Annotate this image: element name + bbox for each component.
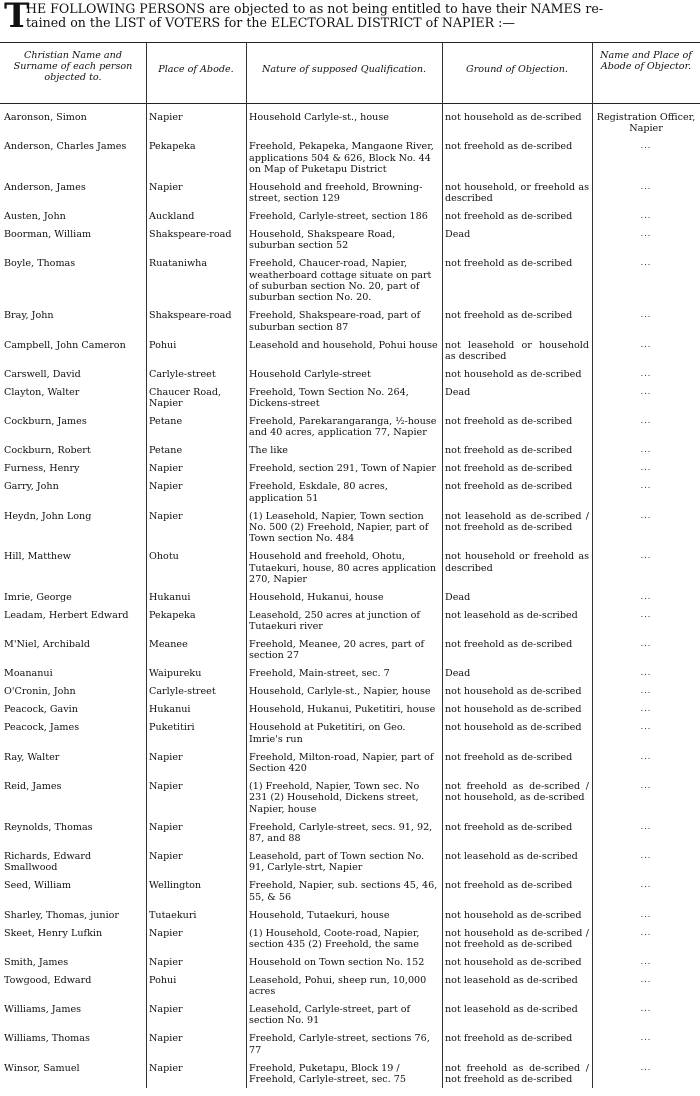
objector-cell: ...	[640, 1033, 652, 1043]
abode-cell: Carlyle-street	[149, 368, 216, 380]
abode-cell: Napier	[149, 1004, 183, 1016]
name-cell: Hill, Matthew	[4, 551, 71, 563]
colhead-objection: Ground of Objection.	[466, 64, 568, 75]
objections-table	[0, 111, 700, 1091]
objector-cell: ...	[640, 339, 652, 349]
abode-cell: Napier	[149, 956, 183, 968]
abode-cell: Chaucer Road, Napier	[149, 386, 222, 410]
qualification-cell: Leasehold and household, Pohui house	[249, 339, 438, 351]
objector-cell: ...	[640, 1062, 652, 1072]
qualification-cell: Household Carlyle-st., house	[249, 112, 389, 123]
objector-cell: ...	[640, 229, 652, 239]
name-cell: Campbell, John Cameron	[4, 339, 126, 351]
abode-cell: Napier	[149, 781, 183, 793]
abode-cell: Napier	[149, 751, 183, 763]
header-rule	[0, 103, 700, 104]
abode-cell: Ohotu	[149, 551, 179, 563]
name-cell: Aaronson, Simon	[4, 112, 87, 123]
name-cell: Peacock, James	[4, 722, 80, 734]
objection-cell: not freehold as de-scribed	[445, 481, 573, 493]
abode-cell: Petane	[149, 445, 183, 457]
name-cell: Seed, William	[4, 880, 71, 892]
objector-cell: ...	[640, 751, 652, 761]
objection-cell: not household as de-scribed	[445, 112, 582, 123]
objection-cell: not freehold as de-scribed	[445, 310, 573, 322]
qualification-cell: Freehold, section 291, Town of Napier	[249, 463, 437, 475]
name-cell: Williams, Thomas	[4, 1033, 90, 1045]
name-cell: Bray, John	[4, 310, 54, 322]
objector-cell: ...	[640, 481, 652, 491]
qualification-cell: Household, Shakspeare Road, suburban section 52	[249, 229, 396, 252]
qualification-cell: Freehold, Puketapu, Block 19 / Freehold, Carlyle-street, sec. 75	[249, 1062, 406, 1085]
objector-cell: ...	[640, 310, 652, 320]
objector-cell: ...	[640, 551, 652, 561]
objection-cell: not leasehold as de-scribed	[445, 1004, 578, 1016]
name-cell: Smith, James	[4, 956, 69, 968]
objection-cell: not household as de-scribed	[445, 368, 582, 380]
abode-cell: Waipureku	[149, 668, 202, 680]
abode-cell: Pekapeka	[149, 141, 196, 153]
objection-cell: not freehold as de-scribed	[445, 141, 573, 153]
abode-cell: Pekapeka	[149, 609, 196, 621]
objector-cell: ...	[640, 141, 652, 151]
abode-cell: Carlyle-street	[149, 686, 216, 698]
objection-cell: not freehold as de-scribed	[445, 880, 573, 892]
qualification-cell: (1) Freehold, Napier, Town sec. No 231 (2) Household, Dickens street, Napier, house	[249, 781, 420, 815]
objector-cell: ...	[640, 510, 652, 520]
abode-cell: Pohui	[149, 339, 177, 351]
objection-cell: not freehold as de-scribed	[445, 211, 573, 223]
objector-cell: ...	[640, 445, 652, 455]
objection-cell: not household as de-scribed	[445, 686, 582, 698]
abode-cell: Napier	[149, 181, 183, 193]
objection-cell: not household as de-scribed	[445, 704, 582, 716]
objector-cell: ...	[640, 591, 652, 601]
qualification-cell: Freehold, Main-street, sec. 7	[249, 668, 390, 680]
abode-cell: Napier	[149, 481, 183, 493]
qualification-cell: Leasehold, part of Town section No. 91, Carlyle-strt, Napier	[249, 850, 425, 874]
objector-cell: ...	[640, 927, 652, 937]
name-cell: Williams, James	[4, 1004, 82, 1016]
objection-cell: not household as de-scribed	[445, 722, 582, 734]
objector-cell: ...	[640, 850, 652, 860]
objection-cell: not freehold as de-scribed	[445, 463, 573, 475]
qualification-cell: Household, Hukanui, house	[249, 591, 384, 603]
objection-cell: not leasehold as de-scribed / not freehold as de-scribed	[445, 510, 589, 533]
name-cell: Austen, John	[4, 211, 66, 223]
objection-cell: not household or freehold as described	[445, 551, 589, 574]
abode-cell: Hukanui	[149, 591, 191, 603]
abode-cell: Meanee	[149, 639, 188, 651]
qualification-cell: Household and freehold, Browning-street, section 129	[249, 181, 423, 205]
objection-cell: Dead	[445, 591, 471, 603]
qualification-cell: Household Carlyle-street	[249, 368, 371, 380]
abode-cell: Petane	[149, 416, 183, 428]
objector-cell: ...	[640, 258, 652, 268]
qualification-cell: Freehold, Milton-road, Napier, part of Section 420	[249, 751, 434, 775]
objector-cell: ...	[640, 609, 652, 619]
abode-cell: Napier	[149, 927, 183, 939]
objector-cell: ...	[640, 668, 652, 678]
objection-cell: not freehold as de-scribed	[445, 445, 573, 457]
name-cell: Winsor, Samuel	[4, 1062, 80, 1074]
objection-cell: not freehold as de-scribed	[445, 639, 573, 651]
abode-cell: Napier	[149, 1062, 183, 1074]
qualification-cell: Freehold, Carlyle-street, sections 76, 77	[249, 1033, 430, 1056]
abode-cell: Auckland	[149, 211, 195, 223]
objection-cell: not leasehold as de-scribed	[445, 974, 578, 986]
name-cell: Imrie, George	[4, 591, 72, 603]
qualification-cell: Household, Carlyle-st., Napier, house	[249, 686, 431, 698]
name-cell: Carswell, David	[4, 368, 81, 380]
objector-cell: ...	[640, 386, 652, 396]
qualification-cell: Freehold, Meanee, 20 acres, part of section 27	[249, 639, 425, 662]
abode-cell: Wellington	[149, 880, 202, 892]
objector-cell: ...	[640, 1004, 652, 1014]
objector-cell: ...	[640, 956, 652, 966]
heading-line-1: HE FOLLOWING PERSONS are objected to as not being entitled to have their NAMES re-	[26, 1, 604, 16]
objector-cell: ...	[640, 416, 652, 426]
qualification-cell: The like	[249, 445, 288, 457]
name-cell: Reynolds, Thomas	[4, 821, 93, 833]
name-cell: Richards, Edward Smallwood	[4, 850, 92, 874]
abode-cell: Napier	[149, 112, 183, 123]
objection-cell: not freehold as de-scribed	[445, 258, 573, 270]
name-cell: Anderson, Charles James	[4, 141, 127, 153]
abode-cell: Shakspeare-road	[149, 229, 232, 241]
objection-cell: not leasehold or household as described	[445, 339, 589, 362]
abode-cell: Napier	[149, 850, 183, 862]
qualification-cell: Household and freehold, Ohotu, Tutaekuri, house, 80 acres application 270, Napier	[249, 551, 437, 585]
name-cell: Heydn, John Long	[4, 510, 92, 522]
objection-cell: Dead	[445, 386, 471, 398]
objector-cell: ...	[640, 368, 652, 378]
qualification-cell: Household, Tutaekuri, house	[249, 909, 390, 921]
objector-cell: ...	[640, 211, 652, 221]
objector-cell: ...	[640, 463, 652, 473]
qualification-cell: Household on Town section No. 152	[249, 956, 425, 968]
qualification-cell: Freehold, Parekarangaranga, ½-house and 40 acres, application 77, Napier	[249, 416, 437, 439]
qualification-cell: Freehold, Carlyle-street, section 186	[249, 211, 428, 223]
qualification-cell: Freehold, Shakspeare-road, part of suburban section 87	[249, 310, 421, 333]
qualification-cell: Leasehold, Pohui, sheep run, 10,000 acres	[249, 974, 427, 998]
qualification-cell: Household, Hukanui, Puketitiri, house	[249, 704, 436, 716]
abode-cell: Puketitiri	[149, 722, 195, 734]
abode-cell: Tutaekuri	[149, 909, 197, 921]
qualification-cell: Freehold, Pekapeka, Mangaone River, applications 504 & 626, Block No. 44 on Map of Puketapu District	[249, 141, 434, 175]
objector-cell: ...	[640, 909, 652, 919]
objection-cell: not freehold as de-scribed	[445, 751, 573, 763]
heading-line-2: tained on the LIST of VOTERS for the ELECTORAL DISTRICT of NAPIER :—	[26, 15, 515, 30]
objector-cell: ...	[640, 722, 652, 732]
objection-cell: not leasehold as de-scribed	[445, 850, 578, 862]
name-cell: O'Cronin, John	[4, 686, 76, 698]
objector-cell: ...	[640, 181, 652, 191]
qualification-cell: Leasehold, 250 acres at junction of Tutaekuri river	[249, 609, 420, 633]
objection-cell: not household as de-scribed / not freehold as de-scribed	[445, 927, 589, 950]
objection-cell: not freehold as de-scribed / not household, as de-scribed	[445, 781, 589, 804]
objector-cell: ...	[640, 974, 652, 984]
name-cell: Furness, Henry	[4, 463, 80, 475]
abode-cell: Napier	[149, 1033, 183, 1045]
objector-cell: ...	[640, 781, 652, 791]
heading-dropcap: T	[4, 0, 30, 36]
name-cell: Moananui	[4, 668, 53, 680]
name-cell: Clayton, Walter	[4, 386, 80, 398]
abode-cell: Pohui	[149, 974, 177, 986]
colhead-qualification: Nature of supposed Qualification.	[261, 64, 427, 75]
abode-cell: Napier	[149, 463, 183, 475]
name-cell: Boyle, Thomas	[4, 258, 76, 270]
objector-cell: ...	[640, 821, 652, 831]
qualification-cell: Household at Puketitiri, on Geo. Imrie's run	[249, 722, 406, 745]
objector-cell: ...	[640, 686, 652, 696]
objector-cell: ...	[640, 639, 652, 649]
qualification-cell: Freehold, Carlyle-street, secs. 91, 92, 87, and 88	[249, 821, 433, 844]
qualification-cell: Leasehold, Carlyle-street, part of section No. 91	[249, 1004, 411, 1027]
colhead-abode: Place of Abode.	[158, 64, 234, 75]
colhead-objector: Name and Place of Abode of Objector.	[600, 50, 692, 72]
objection-cell: Dead	[445, 229, 471, 241]
name-cell: Boorman, William	[4, 229, 92, 241]
notice-heading	[2, 0, 698, 34]
name-cell: Ray, Walter	[4, 751, 60, 763]
name-cell: Towgood, Edward	[4, 974, 92, 986]
name-cell: Cockburn, James	[4, 416, 87, 428]
objection-cell: not leasehold as de-scribed	[445, 609, 578, 621]
qualification-cell: Freehold, Napier, sub. sections 45, 46, 55, & 56	[249, 880, 438, 903]
name-cell: Leadam, Herbert Edward	[4, 609, 129, 621]
name-cell: Reid, James	[4, 781, 62, 793]
name-cell: Sharley, Thomas, junior	[4, 909, 120, 921]
name-cell: Peacock, Gavin	[4, 704, 78, 716]
top-rule	[0, 42, 700, 43]
qualification-cell: Freehold, Chaucer-road, Napier, weatherboard cottage situate on part of suburban section No. 20, part of suburban section No. 20.	[249, 258, 432, 304]
objector-cell: ...	[640, 704, 652, 714]
objection-cell: not household, or freehold as described	[445, 181, 589, 205]
abode-cell: Napier	[149, 510, 183, 522]
qualification-cell: (1) Leasehold, Napier, Town section No. 500 (2) Freehold, Napier, part of Town section No. 484	[249, 510, 429, 545]
objection-cell: not household as de-scribed	[445, 956, 582, 968]
objection-cell: not freehold as de-scribed / not freehold as de-scribed	[445, 1062, 589, 1085]
objection-cell: Dead	[445, 668, 471, 680]
qualification-cell: Freehold, Eskdale, 80 acres, application 51	[249, 481, 388, 504]
objection-cell: not freehold as de-scribed	[445, 821, 573, 833]
abode-cell: Hukanui	[149, 704, 191, 716]
name-cell: Skeet, Henry Lufkin	[4, 927, 103, 939]
name-cell: Garry, John	[4, 481, 59, 493]
objection-cell: not freehold as de-scribed	[445, 1033, 573, 1045]
abode-cell: Ruataniwha	[149, 258, 208, 270]
objector-cell: Registration Officer, Napier	[596, 112, 696, 135]
objector-cell: ...	[640, 880, 652, 890]
objection-cell: not household as de-scribed	[445, 909, 582, 921]
name-cell: Anderson, James	[4, 181, 86, 193]
abode-cell: Napier	[149, 821, 183, 833]
qualification-cell: (1) Household, Coote-road, Napier, section 435 (2) Freehold, the same	[249, 927, 420, 950]
name-cell: Cockburn, Robert	[4, 445, 91, 457]
abode-cell: Shakspeare-road	[149, 310, 232, 322]
colhead-name: Christian Name and Surname of each person objected to.	[13, 50, 133, 83]
name-cell: M'Niel, Archibald	[4, 639, 90, 651]
qualification-cell: Freehold, Town Section No. 264, Dickens-street	[249, 386, 409, 410]
objection-cell: not freehold as de-scribed	[445, 416, 573, 428]
